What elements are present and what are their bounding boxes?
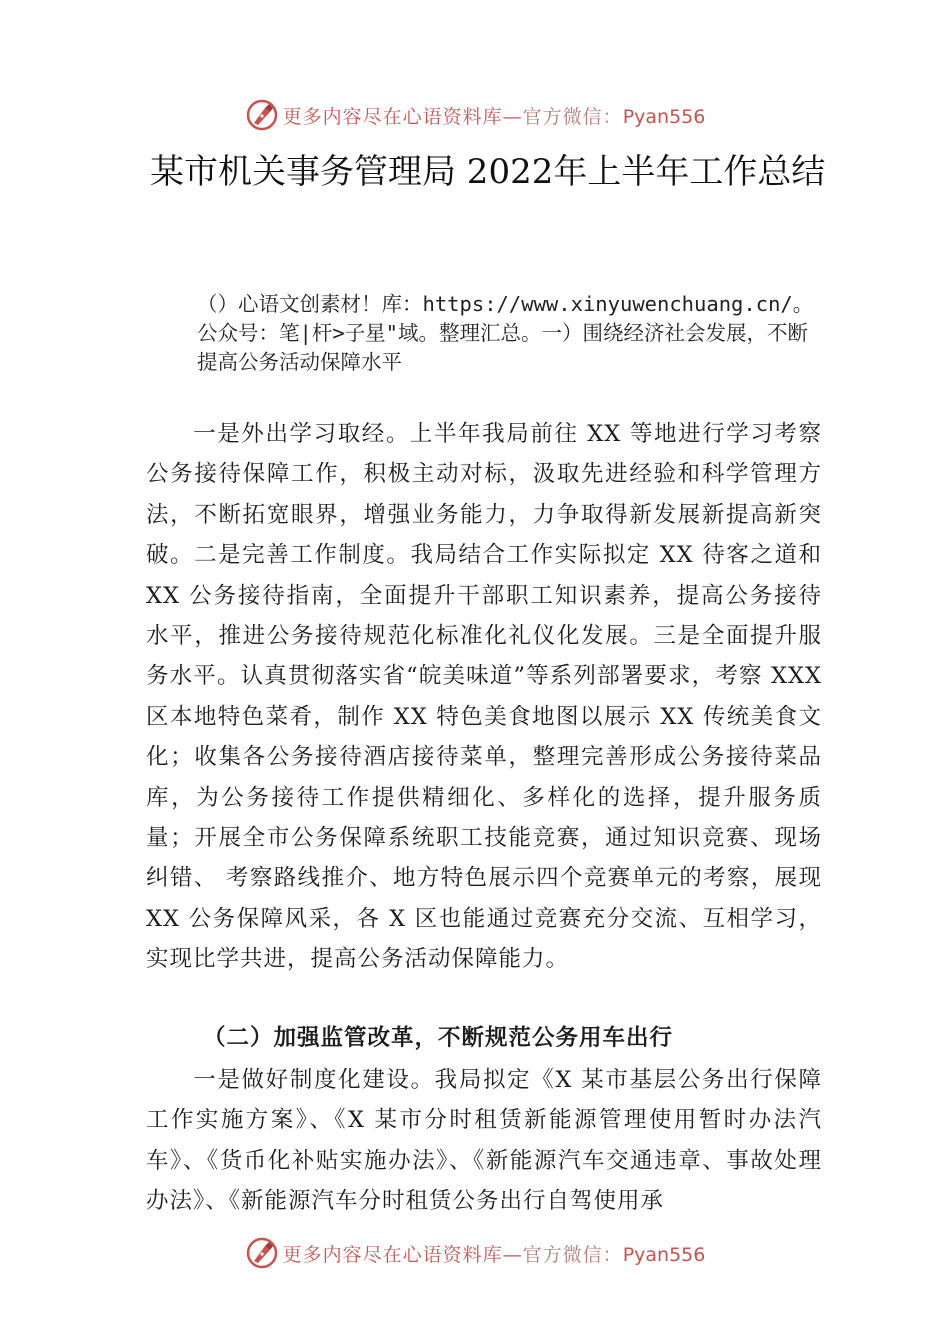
source-note (197, 290, 827, 377)
footer-banner (0, 1233, 950, 1273)
body-paragraph-2: 一是做好制度化建设。我局拟定《X 某市基层公务出行保障工作实施方案》、《X 某市分时租赁新能源管理使用暂时办法汽车》、《货币化补贴实施办法》、《新能源汽车交通违章、事故处理办法》、《新能源汽车分时租赁公务出行自驾使用承 (146, 1067, 822, 1215)
pen-nib-logo-icon (245, 1236, 279, 1270)
header-banner (0, 95, 950, 135)
banner-text: 更多内容尽在心语资料库—官方微信：Pyan556 (282, 105, 706, 128)
body-paragraph-1: 一是外出学习取经。上半年我局前往 XX 等地进行学习考察公务接待保障工作，积极主动对标，汲取先进经验和科学管理方法，不断拓宽眼界，增强业务能力，力争取得新发展新提高新突破。二是完善工作制度。我局结合工作实际拟定 XX 待客之道和 XX 公务接待指南，全面提升干部职工知识素养，提高公务接待水平，推进公务接待规范化标准化礼仪化发展。三是全面提升服务水平。认真贯彻落实省“皖美味道”等系列部署要求，考察 XXX 区本地特色菜肴，制作 XX 特色美食地图以展示 XX 传统美食文化；收集各公务接待酒店接待菜单，整理完善形成公务接待菜品库，为公务接待工作提供精细化、多样化的选择，提升服务质量；开展全市公务保障系统职工技能竞赛，通过知识竞赛、现场纠错、 考察路线推介、地方特色展示四个竞赛单元的考察，展现 XX 公务保障风采，各 X 区也能通过竞赛充分交流、互相学习， 实现比学共进，提高公务活动保障能力。 (146, 421, 822, 973)
banner-text: 更多内容尽在心语资料库—官方微信：Pyan556 (282, 1243, 706, 1266)
pen-nib-logo-icon (245, 98, 279, 132)
section-heading-2: （二）加强监管改革，不断规范公务用车出行 (203, 1025, 674, 1051)
document-title: 某市机关事务管理局 2022年上半年工作总结 (150, 152, 826, 192)
source-note-text: （）心语文创素材！库：https://www.xinyuwenchuang.cn/。公众号：笔|杆>子星"域。整理汇总。一）围绕经济社会发展，不断提高公务活动保障水平 (197, 292, 814, 374)
